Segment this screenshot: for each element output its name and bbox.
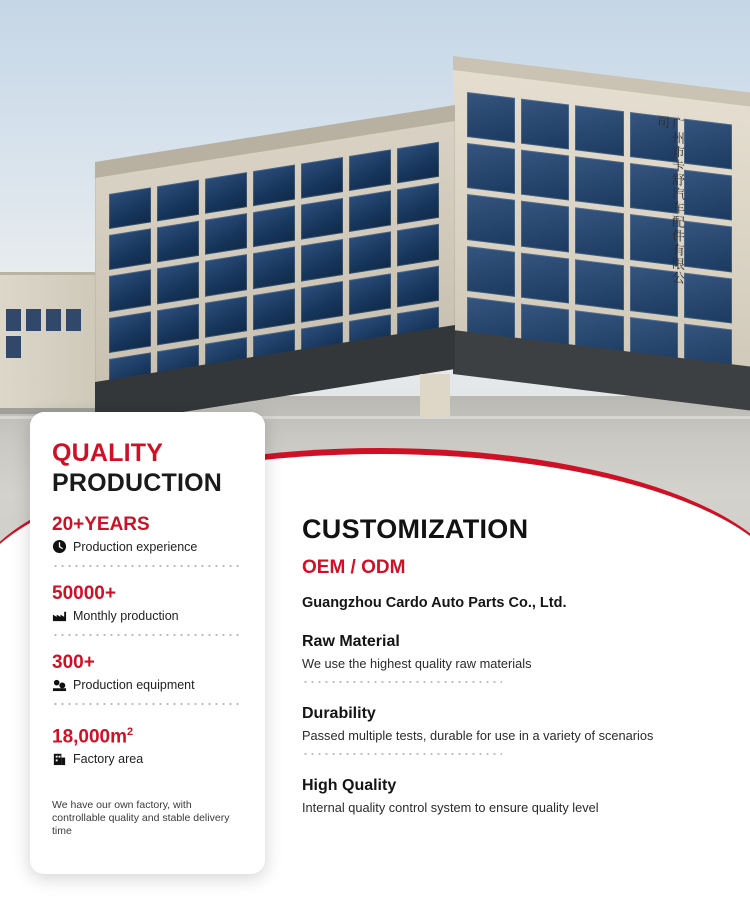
feature-durability: [302, 705, 732, 755]
stat-value: 50000+: [52, 583, 116, 604]
card-title: [52, 438, 243, 498]
feature-raw-material: [302, 633, 732, 683]
card-title-line2: PRODUCTION: [52, 469, 223, 497]
stat-label: Monthly production: [73, 608, 179, 623]
clock-icon: [52, 539, 67, 554]
subtitle-oem-odm: OEM / ODM: [302, 557, 406, 578]
stat-value: 300+: [52, 652, 95, 673]
divider-dots: [302, 753, 502, 755]
main-building: [95, 44, 750, 404]
building-vertical-sign: 广州市卡舒汽车配件有限公司: [654, 113, 684, 286]
stat-production-experience: [52, 514, 243, 567]
factory-icon: [52, 608, 67, 623]
stat-label: Production experience: [73, 539, 198, 554]
divider-dots: [302, 681, 502, 683]
divider-dots: [52, 634, 243, 636]
feature-desc: Internal quality control system to ensure quality level: [302, 800, 599, 815]
company-name: Guangzhou Cardo Auto Parts Co., Ltd.: [302, 595, 567, 611]
stat-value: 20+YEARS: [52, 514, 150, 535]
stat-monthly-production: [52, 583, 243, 636]
main-text-block: [302, 514, 732, 815]
divider-dots: [52, 565, 243, 567]
stat-value-sup: 2: [127, 726, 134, 738]
divider-dots: [52, 703, 243, 705]
stat-label: Production equipment: [73, 677, 195, 692]
stat-value: [52, 721, 243, 748]
card-note: We have our own factory, with controllable quality and stable delivery time: [52, 799, 230, 837]
machine-icon: [52, 677, 67, 692]
stat-label: Factory area: [73, 751, 144, 766]
building-entrance-door: [420, 374, 450, 418]
building-icon: [52, 751, 67, 766]
feature-title: Durability: [302, 705, 376, 722]
feature-desc: Passed multiple tests, durable for use in a variety of scenarios: [302, 728, 654, 743]
page-title: CUSTOMIZATION: [302, 514, 529, 544]
feature-title: Raw Material: [302, 633, 400, 650]
feature-title: High Quality: [302, 777, 397, 794]
adjacent-building: [0, 272, 96, 408]
stat-value-text: 18,000m: [52, 726, 128, 748]
feature-high-quality: [302, 777, 732, 815]
building-side-windows: [467, 92, 732, 375]
stat-factory-area: [52, 721, 243, 766]
feature-desc: We use the highest quality raw materials: [302, 656, 532, 671]
adjacent-building-windows: [6, 309, 94, 333]
card-title-line1: QUALITY: [52, 439, 164, 467]
quality-production-card: [30, 412, 265, 874]
stat-production-equipment: [52, 652, 243, 705]
